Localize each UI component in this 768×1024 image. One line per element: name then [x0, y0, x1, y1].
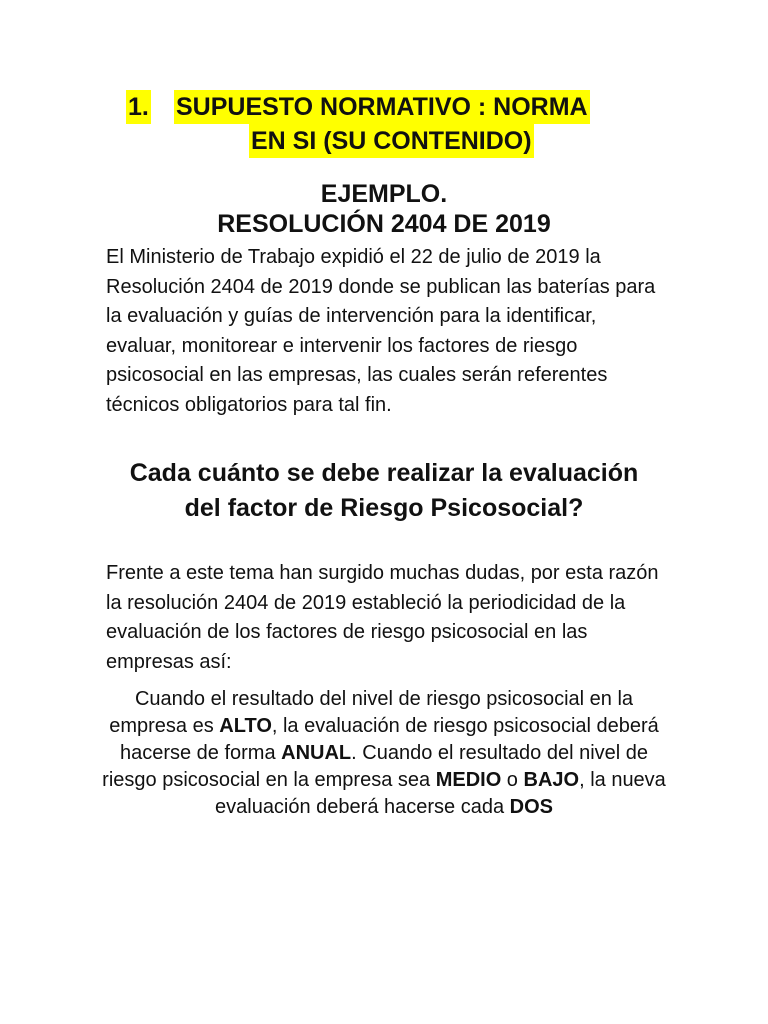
rule-2: Cuando el resultado del nivel de riesgo psicosocial en la empresa sea MEDIO o BAJO, la nueva evaluación deberá hacerse cada DOS [102, 742, 666, 818]
intro-paragraph: El Ministerio de Trabajo expidió el 22 de julio de 2019 la Resolución 2404 de 2019 donde se publican las baterías para la evaluación y guías de intervención para la identificar, evaluar, monitorear e intervenir los factores de riesgo psicosocial en las empresas, las cuales serán referentes técnicos obligatorios para tal fin. [106, 246, 656, 416]
section-title-line-1: SUPUESTO NORMATIVO : NORMA [174, 90, 590, 124]
rules-block [96, 686, 672, 821]
frequency-two: DOS [509, 796, 553, 818]
resolution-title: RESOLUCIÓN 2404 DE 2019 [217, 210, 551, 238]
rule-1: Cuando el resultado del nivel de riesgo psicosocial en la empresa es ALTO, la evaluación de riesgo psicosocial deberá hacerse de forma ANUAL. [109, 688, 659, 764]
section-number: 1. [126, 90, 151, 124]
question-heading: Cada cuánto se debe realizar la evaluación del factor de Riesgo Psicosocial? [129, 459, 639, 522]
level-medium: MEDIO [435, 769, 502, 791]
example-label: EJEMPLO. [320, 180, 448, 208]
level-high: ALTO [219, 715, 272, 737]
section-title-line-2: EN SI (SU CONTENIDO) [249, 124, 534, 158]
context-paragraph: Frente a este tema han surgido muchas dudas, por esta razón la resolución 2404 de 2019 estableció la periodicidad de la evaluación de los factores de riesgo psicosocial en las empresas así: [106, 562, 659, 673]
level-low: BAJO [523, 769, 580, 791]
frequency-annual: ANUAL [281, 742, 352, 764]
